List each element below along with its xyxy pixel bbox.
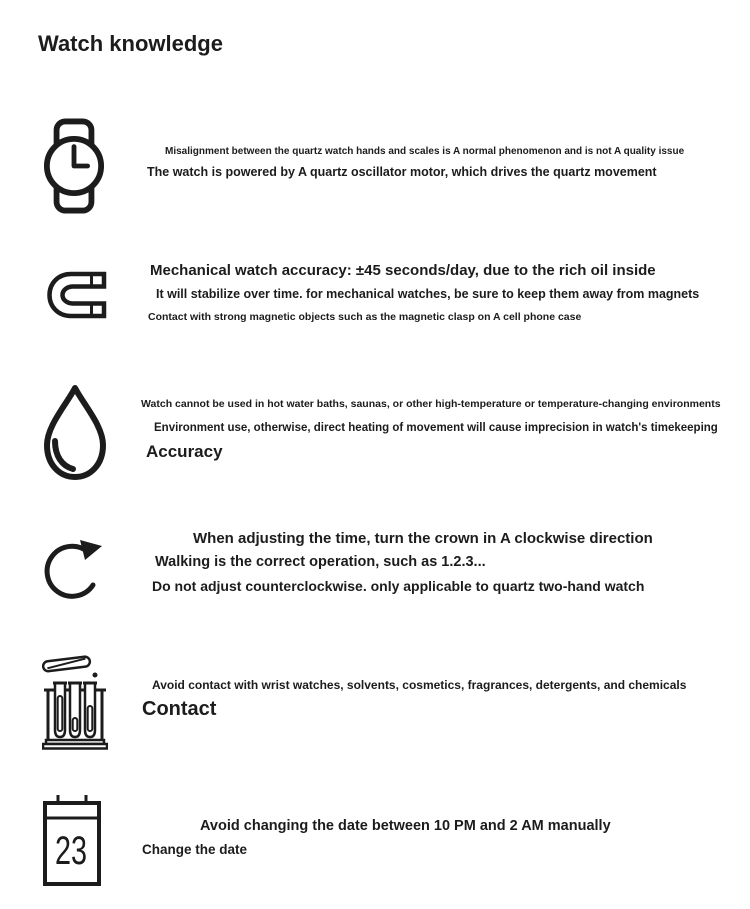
adjustment-note-line-3: Do not adjust counterclockwise. only applicable to quartz two-hand watch: [152, 578, 645, 594]
adjustment-note-line-1: When adjusting the time, turn the crown in A clockwise direction: [193, 530, 653, 547]
magnet-note-line-2: It will stabilize over time. for mechanical watches, be sure to keep them away from magnets: [156, 287, 700, 301]
clockwise-rotation-icon: [42, 527, 104, 607]
temperature-note-line-1: Watch cannot be used in hot water baths, saunas, or other high-temperature or temperature-changing environments: [141, 398, 721, 410]
contact-heading: Contact: [142, 698, 217, 720]
test-tubes-icon: [42, 650, 108, 750]
date-note-line-1: Avoid changing the date between 10 PM and 2 AM manually: [200, 818, 611, 834]
magnet-note-line-3: Contact with strong magnetic objects such as the magnetic clasp on A cell phone case: [148, 311, 582, 323]
accuracy-heading: Accuracy: [146, 442, 223, 461]
chemicals-note-line-1: Avoid contact with wrist watches, solvents, cosmetics, fragrances, detergents, and chemicals: [152, 678, 687, 692]
magnet-note-line-1: Mechanical watch accuracy: ±45 seconds/day, due to the rich oil inside: [150, 262, 656, 279]
quartz-note-line-1: Misalignment between the quartz watch hands and scales is A normal phenomenon and is not A quality issue: [165, 146, 685, 157]
adjustment-note-line-2: Walking is the correct operation, such as 1.2.3...: [155, 554, 486, 570]
water-drop-icon: [42, 383, 108, 482]
quartz-note-line-2: The watch is powered by A quartz oscillator motor, which drives the quartz movement: [147, 165, 657, 179]
wristwatch-icon: [43, 117, 105, 215]
page-title: Watch knowledge: [38, 31, 223, 56]
temperature-note-line-2: Environment use, otherwise, direct heating of movement will cause imprecision in watch's timekeeping: [154, 422, 718, 434]
change-date-heading: Change the date: [142, 842, 248, 857]
magnet-icon: [45, 267, 107, 323]
calendar-icon: [40, 792, 104, 887]
calendar-day: 23: [54, 828, 88, 874]
